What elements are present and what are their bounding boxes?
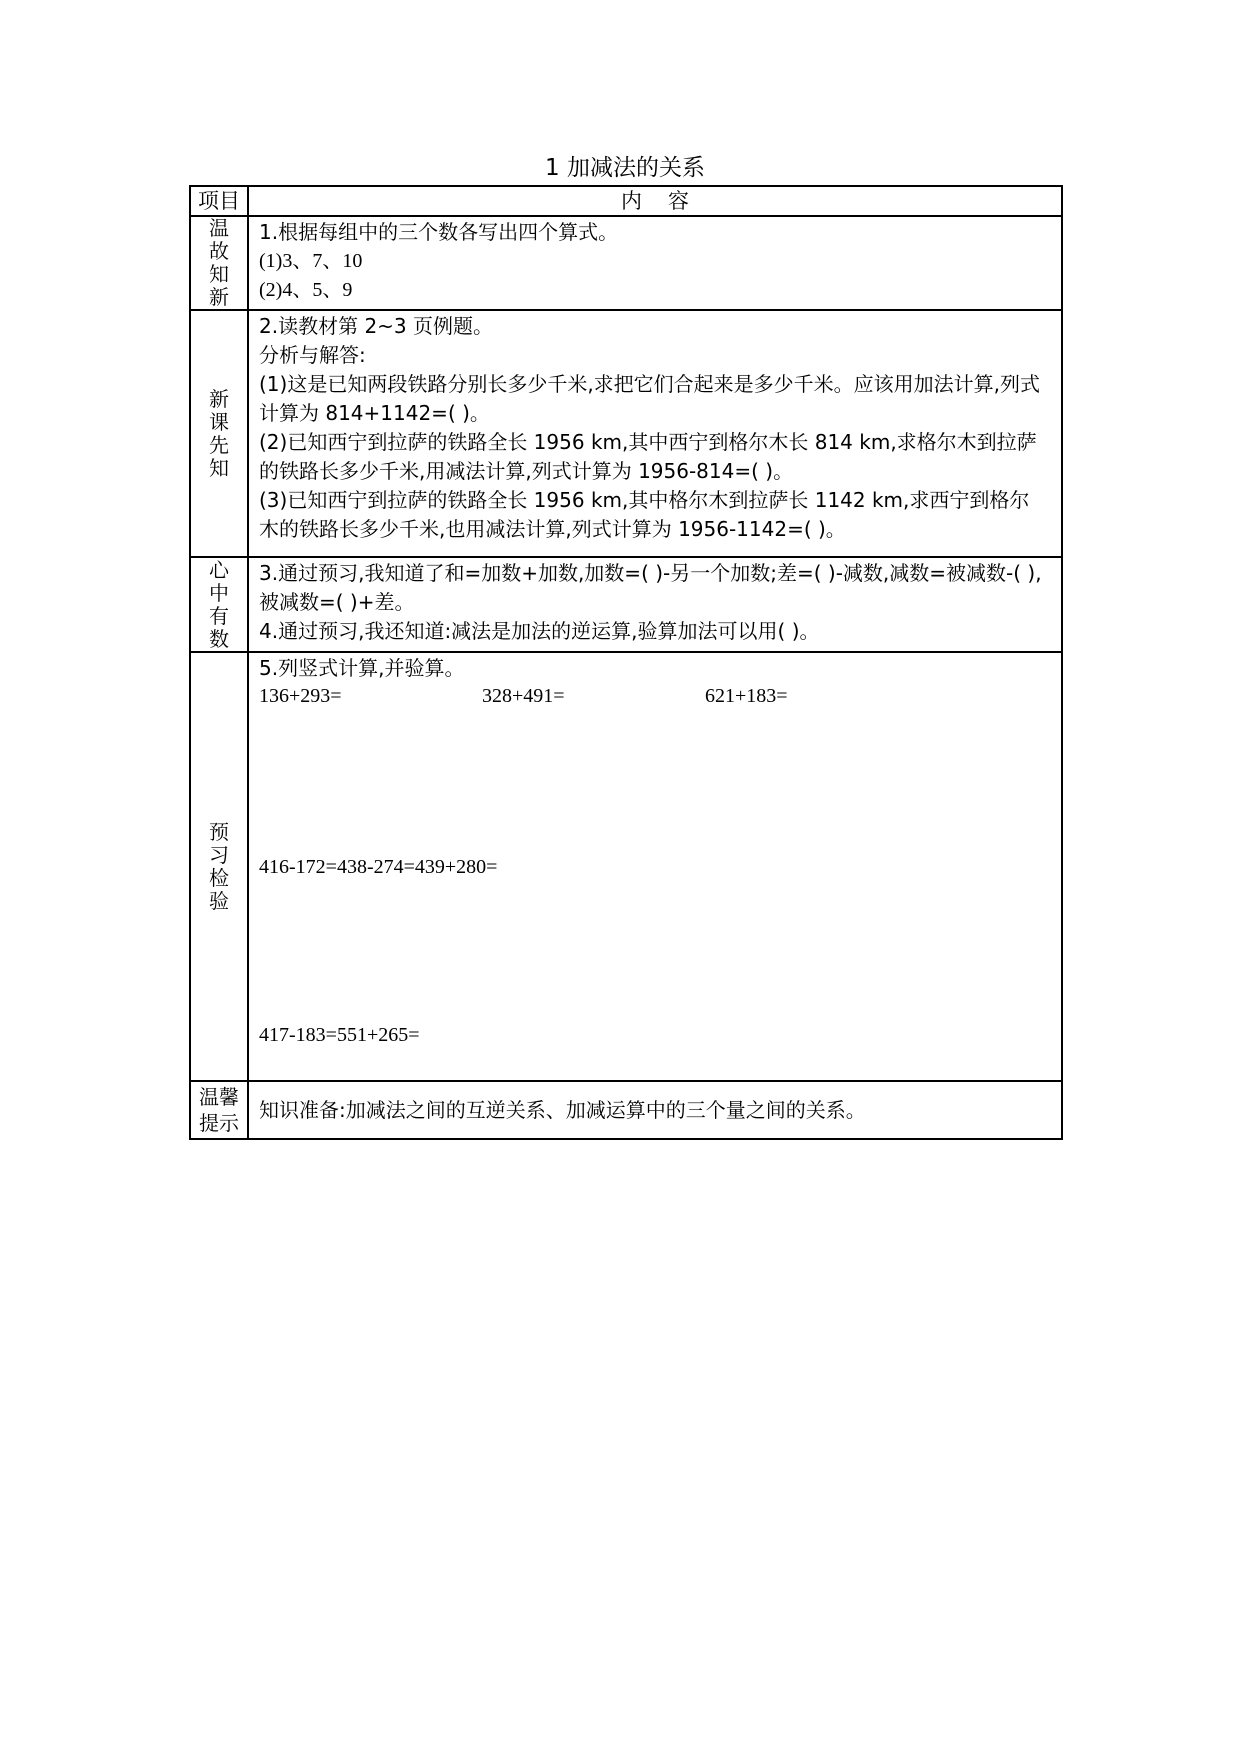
label-char: 有: [209, 603, 229, 628]
header-content: 内容: [248, 186, 1062, 216]
table-row: [190, 1081, 1062, 1139]
table-row: [190, 310, 1062, 557]
table-row: [190, 557, 1062, 652]
calc-row-1: [259, 683, 1047, 709]
label-char: 故: [209, 239, 229, 263]
calc-row-3: 417-183=551+265=: [259, 1024, 420, 1046]
row-label-tip: [190, 1081, 248, 1139]
label-char: 心: [209, 557, 229, 582]
row-content-review: [248, 216, 1062, 310]
work-space: [259, 880, 1047, 1022]
analysis-item-3: (3)已知西宁到拉萨的铁路全长 1956 km,其中格尔木到拉萨长 1142 km,求西宁到格尔木的铁路长多少千米,也用减法计算,列式计算为 1956-1142=( )。: [259, 488, 1030, 541]
group-2: (2)4、5、9: [259, 279, 353, 301]
analysis-item-1: (1)这是已知两段铁路分别长多少千米,求把它们合起来是多少千米。应该用加法计算,列式计算为 814+1142=( )。: [259, 372, 1041, 425]
row-content-new-lesson: [248, 310, 1062, 557]
question-4: 4.通过预习,我还知道:减法是加法的逆运算,验算加法可以用( )。: [259, 619, 820, 643]
label-char: 检: [209, 865, 229, 890]
label-char: 温: [209, 216, 229, 240]
group-1: (1)3、7、10: [259, 250, 363, 272]
label-char: 验: [209, 888, 229, 913]
table-header-row: [190, 186, 1062, 216]
label-char: 新: [209, 285, 229, 309]
label-line: 提示: [199, 1111, 239, 1135]
row-label-new-lesson: [190, 310, 248, 557]
calc-item: 328+491=: [482, 685, 565, 707]
question-1: 1.根据每组中的三个数各写出四个算式。: [259, 220, 619, 244]
calc-item: 621+183=: [705, 685, 788, 707]
header-item: 项目: [190, 186, 248, 216]
analysis-item-2: (2)已知西宁到拉萨的铁路全长 1956 km,其中西宁到格尔木长 814 km,求格尔木到拉萨的铁路长多少千米,用减法计算,列式计算为 1956-814=( )。: [259, 430, 1037, 483]
label-line: 温馨: [199, 1085, 239, 1109]
page-title: 1 加减法的关系: [545, 155, 705, 181]
label-char: 中: [209, 580, 229, 605]
table-row: [190, 652, 1062, 1081]
calc-item: 136+293=: [259, 685, 342, 707]
row-content-check: [248, 652, 1062, 1081]
label-char: 习: [209, 842, 229, 867]
row-label-summary: [190, 557, 248, 652]
worksheet-table: [189, 185, 1063, 1140]
question-5: 5.列竖式计算,并验算。: [259, 656, 465, 680]
work-space: [259, 709, 1047, 854]
label-char: 预: [209, 819, 229, 844]
row-content-summary: [248, 557, 1062, 652]
row-content-tip: 知识准备:加减法之间的互逆关系、加减运算中的三个量之间的关系。: [248, 1081, 1062, 1139]
row-label-review: [190, 216, 248, 310]
label-char: 先: [209, 432, 229, 457]
label-char: 知: [209, 455, 229, 480]
label-char: 课: [209, 409, 229, 434]
question-3: 3.通过预习,我知道了和=加数+加数,加数=( )-另一个加数;差=( )-减数,减数=被减数-( ),被减数=( )+差。: [259, 561, 1042, 614]
label-char: 数: [209, 626, 229, 651]
question-2: 2.读教材第 2~3 页例题。: [259, 314, 494, 338]
row-label-check: [190, 652, 248, 1081]
label-char: 新: [209, 386, 229, 411]
table-row: [190, 216, 1062, 310]
calc-row-2: 416-172=438-274=439+280=: [259, 856, 498, 878]
label-char: 知: [209, 262, 229, 286]
analysis-heading: 分析与解答:: [259, 343, 366, 367]
